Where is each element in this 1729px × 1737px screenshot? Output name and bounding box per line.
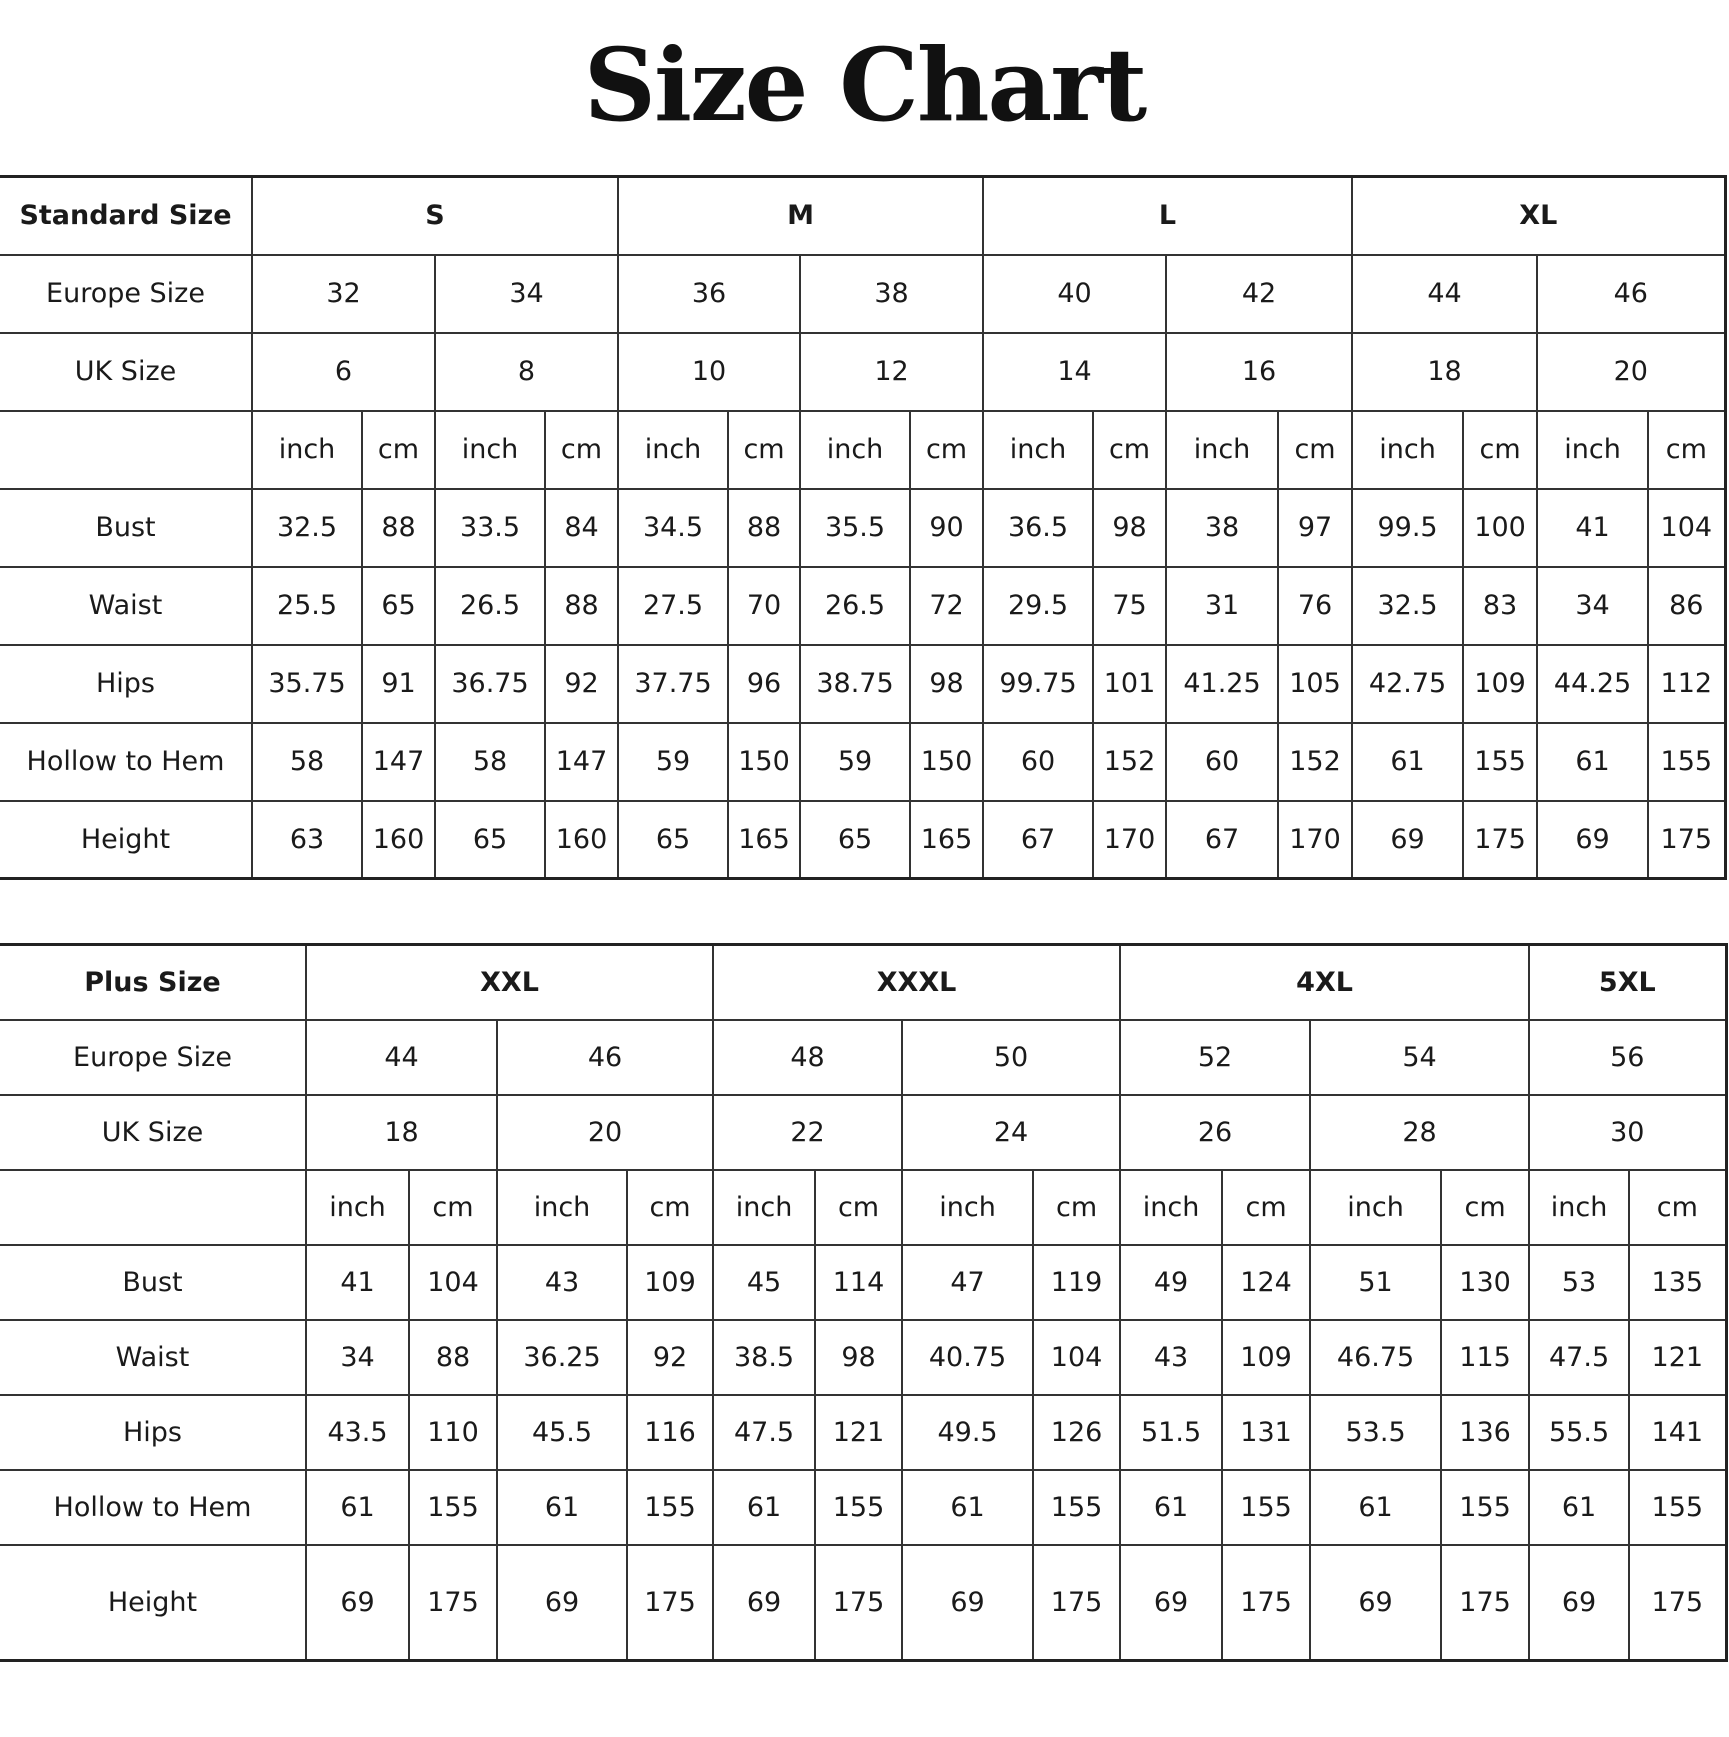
unit-inch-cell: inch [1537, 411, 1648, 489]
table-cell: 155 [409, 1470, 497, 1545]
uk-size-cell: 30 [1529, 1095, 1726, 1170]
table-cell: 61 [1529, 1470, 1629, 1545]
measurement-row [0, 1245, 1726, 1320]
table-cell: 155 [1629, 1470, 1726, 1545]
table-cell: 36.5 [983, 489, 1093, 567]
unit-cm-cell: cm [1093, 411, 1166, 489]
table-cell: 92 [627, 1320, 713, 1395]
table-cell: 114 [815, 1245, 902, 1320]
unit-cm-cell: cm [728, 411, 800, 489]
table-cell: 86 [1648, 567, 1725, 645]
table-cell: 155 [1441, 1470, 1529, 1545]
table-cell: 59 [800, 723, 910, 801]
table-cell: 104 [1033, 1320, 1120, 1395]
table-cell: 69 [497, 1545, 627, 1661]
unit-cm-cell: cm [1648, 411, 1725, 489]
table-cell: 58 [435, 723, 545, 801]
unit-inch-cell: inch [1120, 1170, 1222, 1245]
table-cell: 26.5 [435, 567, 545, 645]
table-cell: 51 [1310, 1245, 1441, 1320]
table-cell: 34 [1537, 567, 1648, 645]
size-group-header: XXL [306, 945, 713, 1020]
measurement-row [0, 489, 1725, 567]
unit-inch-cell: inch [306, 1170, 409, 1245]
table-cell: 126 [1033, 1395, 1120, 1470]
row-label: Hollow to Hem [0, 723, 252, 801]
uk-size-cell: 28 [1310, 1095, 1529, 1170]
table-cell: 150 [728, 723, 800, 801]
plus-size-table [0, 943, 1728, 1662]
measurement-row [0, 645, 1725, 723]
table-cell: 61 [1352, 723, 1463, 801]
table-cell: 65 [435, 801, 545, 879]
table-cell: 46.75 [1310, 1320, 1441, 1395]
measurement-row [0, 1470, 1726, 1545]
europe-size-cell: 46 [1537, 255, 1725, 333]
unit-cm-cell: cm [1033, 1170, 1120, 1245]
row-label: Bust [0, 489, 252, 567]
table-cell: 42.75 [1352, 645, 1463, 723]
table-cell: 65 [618, 801, 728, 879]
table-cell: 155 [1222, 1470, 1310, 1545]
table-cell: 104 [1648, 489, 1725, 567]
europe-size-cell: 52 [1120, 1020, 1310, 1095]
table-cell: 34 [306, 1320, 409, 1395]
unit-inch-cell: inch [497, 1170, 627, 1245]
table-cell: 175 [1629, 1545, 1726, 1661]
measurement-row [0, 1320, 1726, 1395]
unit-cm-cell: cm [627, 1170, 713, 1245]
table-cell: 75 [1093, 567, 1166, 645]
table-cell: 91 [362, 645, 435, 723]
measurement-row [0, 723, 1725, 801]
uk-size-cell: 22 [713, 1095, 902, 1170]
table-cell: 41 [1537, 489, 1648, 567]
table-cell: 109 [1222, 1320, 1310, 1395]
table-cell: 36.75 [435, 645, 545, 723]
table-cell: 61 [497, 1470, 627, 1545]
unit-inch-cell: inch [902, 1170, 1033, 1245]
size-header-row [0, 945, 1726, 1020]
europe-size-cell: 48 [713, 1020, 902, 1095]
table-cell: 31 [1166, 567, 1278, 645]
table-cell: 165 [728, 801, 800, 879]
unit-cm-cell: cm [1463, 411, 1537, 489]
table-cell: 38.75 [800, 645, 910, 723]
table-cell: 110 [409, 1395, 497, 1470]
row-label: Europe Size [0, 1020, 306, 1095]
unit-inch-cell: inch [1310, 1170, 1441, 1245]
table-cell: 69 [713, 1545, 815, 1661]
row-label: Hips [0, 1395, 306, 1470]
europe-size-cell: 34 [435, 255, 618, 333]
table-cell: 53.5 [1310, 1395, 1441, 1470]
table-cell: 99.5 [1352, 489, 1463, 567]
europe-size-cell: 54 [1310, 1020, 1529, 1095]
unit-inch-cell: inch [435, 411, 545, 489]
table-cell: 105 [1278, 645, 1352, 723]
uk-size-cell: 8 [435, 333, 618, 411]
table-cell: 98 [910, 645, 983, 723]
size-group-header: XXXL [713, 945, 1120, 1020]
table-cell: 61 [1537, 723, 1648, 801]
table-cell: 155 [627, 1470, 713, 1545]
uk-size-cell: 18 [306, 1095, 497, 1170]
table-cell: 59 [618, 723, 728, 801]
europe-size-cell: 32 [252, 255, 435, 333]
table-cell: 98 [815, 1320, 902, 1395]
table-cell: 175 [1648, 801, 1725, 879]
table-cell: 99.75 [983, 645, 1093, 723]
unit-cm-cell: cm [1278, 411, 1352, 489]
table-cell: 53 [1529, 1245, 1629, 1320]
table-cell: 96 [728, 645, 800, 723]
table-cell: 37.75 [618, 645, 728, 723]
unit-cm-cell: cm [409, 1170, 497, 1245]
measurement-row [0, 1395, 1726, 1470]
units-row [0, 411, 1725, 489]
table-cell: 88 [545, 567, 618, 645]
units-row-label [0, 411, 252, 489]
table-cell: 155 [815, 1470, 902, 1545]
table-cell: 69 [1352, 801, 1463, 879]
unit-inch-cell: inch [800, 411, 910, 489]
table-cell: 175 [1441, 1545, 1529, 1661]
table-cell: 175 [409, 1545, 497, 1661]
table-cell: 101 [1093, 645, 1166, 723]
uk-size-row [0, 1095, 1726, 1170]
table-cell: 69 [306, 1545, 409, 1661]
table-cell: 32.5 [252, 489, 362, 567]
uk-size-cell: 20 [1537, 333, 1725, 411]
europe-size-cell: 56 [1529, 1020, 1726, 1095]
table-cell: 26.5 [800, 567, 910, 645]
uk-size-cell: 6 [252, 333, 435, 411]
table-cell: 61 [1120, 1470, 1222, 1545]
table-cell: 43 [497, 1245, 627, 1320]
table-cell: 47.5 [713, 1395, 815, 1470]
measurement-row [0, 567, 1725, 645]
table-cell: 88 [362, 489, 435, 567]
table-cell: 175 [1222, 1545, 1310, 1661]
uk-size-cell: 20 [497, 1095, 713, 1170]
table-cell: 88 [409, 1320, 497, 1395]
table-cell: 41 [306, 1245, 409, 1320]
uk-size-cell: 12 [800, 333, 983, 411]
table-cell: 69 [1310, 1545, 1441, 1661]
table-cell: 69 [1529, 1545, 1629, 1661]
unit-inch-cell: inch [983, 411, 1093, 489]
table-cell: 69 [902, 1545, 1033, 1661]
row-label: Waist [0, 567, 252, 645]
table-cell: 29.5 [983, 567, 1093, 645]
table-cell: 124 [1222, 1245, 1310, 1320]
table-cell: 150 [910, 723, 983, 801]
europe-size-row [0, 1020, 1726, 1095]
uk-size-cell: 16 [1166, 333, 1352, 411]
table-cell: 119 [1033, 1245, 1120, 1320]
table-cell: 43.5 [306, 1395, 409, 1470]
table-cell: 61 [713, 1470, 815, 1545]
units-row-label [0, 1170, 306, 1245]
uk-size-cell: 10 [618, 333, 800, 411]
table-cell: 63 [252, 801, 362, 879]
unit-cm-cell: cm [545, 411, 618, 489]
row-label: Hollow to Hem [0, 1470, 306, 1545]
table-cell: 170 [1278, 801, 1352, 879]
table-header-label: Standard Size [0, 177, 252, 255]
table-cell: 135 [1629, 1245, 1726, 1320]
table-cell: 27.5 [618, 567, 728, 645]
table-cell: 136 [1441, 1395, 1529, 1470]
row-label: UK Size [0, 1095, 306, 1170]
row-label: Bust [0, 1245, 306, 1320]
unit-inch-cell: inch [618, 411, 728, 489]
table-cell: 152 [1278, 723, 1352, 801]
table-header-label: Plus Size [0, 945, 306, 1020]
table-cell: 35.75 [252, 645, 362, 723]
europe-size-cell: 38 [800, 255, 983, 333]
row-label: Height [0, 801, 252, 879]
size-group-header: L [983, 177, 1352, 255]
size-group-header: S [252, 177, 618, 255]
table-cell: 35.5 [800, 489, 910, 567]
table-cell: 84 [545, 489, 618, 567]
table-cell: 88 [728, 489, 800, 567]
table-cell: 51.5 [1120, 1395, 1222, 1470]
table-cell: 131 [1222, 1395, 1310, 1470]
row-label: Height [0, 1545, 306, 1661]
table-cell: 58 [252, 723, 362, 801]
table-cell: 65 [800, 801, 910, 879]
table-cell: 40.75 [902, 1320, 1033, 1395]
table-cell: 70 [728, 567, 800, 645]
unit-inch-cell: inch [713, 1170, 815, 1245]
table-cell: 34.5 [618, 489, 728, 567]
unit-cm-cell: cm [1441, 1170, 1529, 1245]
table-cell: 49.5 [902, 1395, 1033, 1470]
table-cell: 152 [1093, 723, 1166, 801]
table-cell: 38 [1166, 489, 1278, 567]
table-cell: 61 [1310, 1470, 1441, 1545]
table-cell: 83 [1463, 567, 1537, 645]
table-cell: 155 [1648, 723, 1725, 801]
table-cell: 36.25 [497, 1320, 627, 1395]
europe-size-cell: 50 [902, 1020, 1120, 1095]
table-cell: 175 [1463, 801, 1537, 879]
table-cell: 98 [1093, 489, 1166, 567]
table-cell: 121 [1629, 1320, 1726, 1395]
standard-size-table [0, 175, 1727, 880]
table-cell: 104 [409, 1245, 497, 1320]
table-cell: 60 [1166, 723, 1278, 801]
unit-inch-cell: inch [252, 411, 362, 489]
table-cell: 65 [362, 567, 435, 645]
table-cell: 160 [545, 801, 618, 879]
size-group-header: 4XL [1120, 945, 1529, 1020]
table-cell: 67 [983, 801, 1093, 879]
table-cell: 170 [1093, 801, 1166, 879]
table-cell: 43 [1120, 1320, 1222, 1395]
table-cell: 121 [815, 1395, 902, 1470]
table-cell: 115 [1441, 1320, 1529, 1395]
table-cell: 155 [1463, 723, 1537, 801]
table-cell: 175 [1033, 1545, 1120, 1661]
table-cell: 155 [1033, 1470, 1120, 1545]
europe-size-cell: 44 [1352, 255, 1537, 333]
table-cell: 61 [902, 1470, 1033, 1545]
table-cell: 90 [910, 489, 983, 567]
unit-cm-cell: cm [910, 411, 983, 489]
table-cell: 116 [627, 1395, 713, 1470]
europe-size-cell: 40 [983, 255, 1166, 333]
units-row [0, 1170, 1726, 1245]
table-cell: 109 [1463, 645, 1537, 723]
table-cell: 175 [627, 1545, 713, 1661]
europe-size-cell: 46 [497, 1020, 713, 1095]
uk-size-cell: 14 [983, 333, 1166, 411]
table-cell: 100 [1463, 489, 1537, 567]
unit-inch-cell: inch [1166, 411, 1278, 489]
table-cell: 33.5 [435, 489, 545, 567]
measurement-row [0, 1545, 1726, 1661]
europe-size-cell: 36 [618, 255, 800, 333]
row-label: Waist [0, 1320, 306, 1395]
europe-size-row [0, 255, 1725, 333]
table-cell: 130 [1441, 1245, 1529, 1320]
row-label: Hips [0, 645, 252, 723]
table-cell: 67 [1166, 801, 1278, 879]
table-cell: 25.5 [252, 567, 362, 645]
unit-inch-cell: inch [1529, 1170, 1629, 1245]
table-cell: 97 [1278, 489, 1352, 567]
table-cell: 60 [983, 723, 1093, 801]
table-cell: 147 [545, 723, 618, 801]
table-cell: 69 [1120, 1545, 1222, 1661]
table-cell: 61 [306, 1470, 409, 1545]
table-cell: 72 [910, 567, 983, 645]
size-group-header: M [618, 177, 983, 255]
table-cell: 32.5 [1352, 567, 1463, 645]
europe-size-cell: 44 [306, 1020, 497, 1095]
europe-size-cell: 42 [1166, 255, 1352, 333]
table-cell: 141 [1629, 1395, 1726, 1470]
table-cell: 147 [362, 723, 435, 801]
measurement-row [0, 801, 1725, 879]
table-cell: 160 [362, 801, 435, 879]
table-cell: 49 [1120, 1245, 1222, 1320]
unit-cm-cell: cm [362, 411, 435, 489]
row-label: Europe Size [0, 255, 252, 333]
table-cell: 112 [1648, 645, 1725, 723]
uk-size-row [0, 333, 1725, 411]
table-cell: 109 [627, 1245, 713, 1320]
uk-size-cell: 26 [1120, 1095, 1310, 1170]
table-cell: 165 [910, 801, 983, 879]
uk-size-cell: 24 [902, 1095, 1120, 1170]
size-group-header: 5XL [1529, 945, 1726, 1020]
size-header-row [0, 177, 1725, 255]
table-cell: 44.25 [1537, 645, 1648, 723]
unit-cm-cell: cm [1629, 1170, 1726, 1245]
unit-inch-cell: inch [1352, 411, 1463, 489]
table-cell: 47 [902, 1245, 1033, 1320]
page-title: Size Chart [583, 26, 1146, 144]
table-cell: 76 [1278, 567, 1352, 645]
table-cell: 92 [545, 645, 618, 723]
table-cell: 45.5 [497, 1395, 627, 1470]
table-cell: 45 [713, 1245, 815, 1320]
table-cell: 69 [1537, 801, 1648, 879]
table-cell: 41.25 [1166, 645, 1278, 723]
table-cell: 47.5 [1529, 1320, 1629, 1395]
table-cell: 175 [815, 1545, 902, 1661]
uk-size-cell: 18 [1352, 333, 1537, 411]
table-cell: 55.5 [1529, 1395, 1629, 1470]
size-group-header: XL [1352, 177, 1725, 255]
table-cell: 38.5 [713, 1320, 815, 1395]
unit-cm-cell: cm [815, 1170, 902, 1245]
row-label: UK Size [0, 333, 252, 411]
unit-cm-cell: cm [1222, 1170, 1310, 1245]
